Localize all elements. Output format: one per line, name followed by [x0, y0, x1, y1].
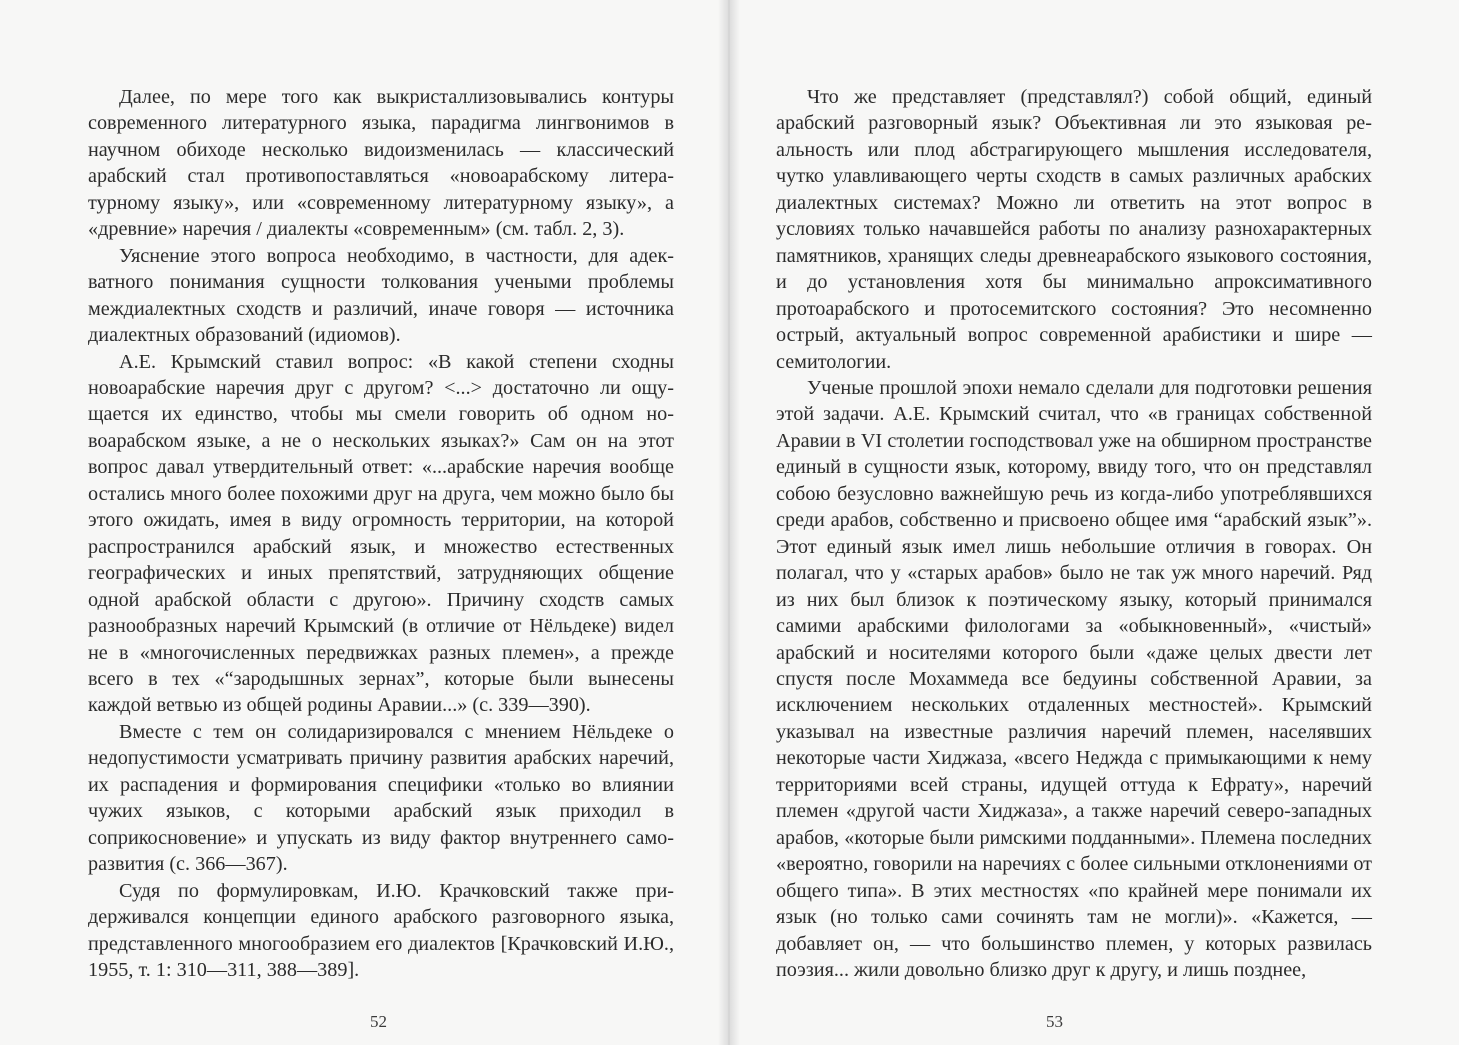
book-gutter — [718, 0, 740, 1045]
paragraph: Уяснение этого вопроса необходимо, в частности, для адекватного понимания сущности толкования учеными проблемы междиалектных сходств и различий, иначе говоря — источника диалектных образований (идиомов). — [88, 244, 674, 347]
left-page-text — [88, 84, 674, 983]
paragraph: Вместе с тем он солидаризировался с мнением Нёльдеке о недопустимости усматривать причину развития арабских наречий, их распадения и формирования специфики «только во влиянии чужих языков, с которыми арабский язык приходил в соприкосновение» и упускать из виду фактор внутреннего саморазвития (с. 366—367). — [88, 720, 674, 876]
paragraph: Судя по формулировкам, И.Ю. Крачковский также придерживался концепции единого арабского разговорного языка, представленного многообразием его диалектов [Крачковский И.Ю., 1955, т. 1: 310—311, 388—389]. — [88, 879, 674, 981]
paragraph: Далее, по мере того как выкристаллизовывались контуры современного литературного языка, парадигма лингвонимов в научном обиходе несколько видоизменилась — классический арабский стал противопоставляться «новоарабскому литературному языку», или «современному литературному языку», а «древние» наречия / диалекты «современным» (см. табл. 2, 3). — [88, 86, 674, 241]
right-page-text — [776, 84, 1372, 983]
paragraph: Что же представляет (представлял?) собой общий, единый арабский разговорный язык? Объективная ли это языковая реальность или плод абстрагирующего мышления исследователя, чутко улавливающего черты сходств в самых различных арабских диалектных системах? Можно ли ответить на этот вопрос в условиях только начавшейся работы по анализу разнохарактерных памятников, хранящих следы древнеарабского языкового состояния, и до установления хотя бы минимально апроксимативного протоарабского и протосемитского состояния? Это несомненно острый, актуальный вопрос современной арабистики и шире — семитологии. — [776, 86, 1372, 373]
paragraph: Ученые прошлой эпохи немало сделали для подготовки решения этой задачи. А.Е. Крымский считал, что «в границах собственной Аравии в VI столетии господствовал уже на обширном пространстве единый в сущности язык, которому, ввиду того, что он представлял собою безусловно важнейшую речь из когда-либо употреблявшихся среди арабов, собственно и присвоено общее имя “арабский язык”». Этот единый язык имел лишь небольшие отличия в говорах. Он полагал, что у «старых арабов» было не так уж много наречий. Ряд из них был близок к поэтическому языку, который принимался самими арабскими филологами за «обыкновенный», «чистый» арабский и носителями которого были «даже целых двести лет спустя после Мохаммеда все бедуины собственной Аравии, за исключением нескольких отдаленных местностей». Крымский указывал на известные различия наречий племен, населявших некоторые части Хиджаза, «всего Неджда с примыкающими к нему территориями всей страны, идущей оттуда к Ефрату», наречий племен «другой части Хиджаза», а также наречий северо-западных арабов, «которые были римскими подданными». Племена последних «вероятно, говорили на наречиях с более сильными отклонениями от общего типа». В этих местностях «по крайней мере понимали их язык (но только сами сочинять там не могли)». «Кажется, — добавляет он, — что большинство племен, у которых развилась поэзия... жили довольно близко друг к другу, и лишь позднее, — [776, 376, 1372, 981]
page-number-left: 52 — [370, 1012, 387, 1031]
page-number-right: 53 — [1046, 1012, 1063, 1031]
paragraph: А.Е. Крымский ставил вопрос: «В какой степени сходны новоарабские наречия друг с другом? <...> достаточно ли ощущается их единство, чтобы мы смели говорить об одном новоарабском языке, а не о нескольких языках?» Сам он на этот вопрос давал утвердительный ответ: «...арабские наречия вообще остались много более похожими друг на друга, чем можно было бы этого ожидать, имея в виду огромность территории, на которой распространился арабский язык, и множество естественных географических и иных препятствий, затрудняющих общение одной арабской области с другою». Причину сходств самых разнообразных наречий Крымский (в отличие от Нёльдеке) видел не в «многочисленных передвижках разных племен», а прежде всего в тех «“зародышных зернах”, которые были вынесены каждой ветвью из общей родины Аравии...» (с. 339—390). — [88, 350, 674, 717]
